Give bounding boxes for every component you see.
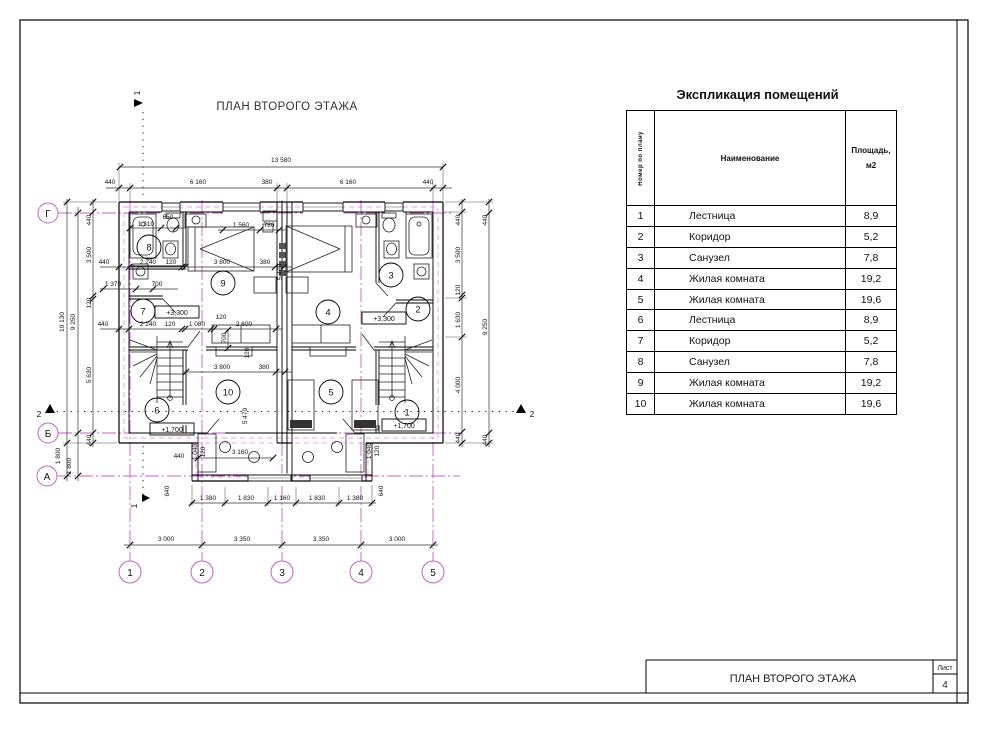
- svg-text:2 240: 2 240: [139, 321, 157, 328]
- svg-text:1: 1: [404, 407, 410, 419]
- section-2-left: 2: [36, 409, 42, 419]
- svg-text:3 800: 3 800: [213, 259, 231, 266]
- svg-text:120: 120: [244, 347, 251, 359]
- header-name: Наименование: [655, 111, 846, 206]
- level-lower-left: +1,700: [161, 427, 183, 434]
- svg-text:1 380: 1 380: [199, 495, 217, 502]
- svg-text:9 250: 9 250: [70, 313, 77, 331]
- svg-text:5: 5: [430, 568, 436, 579]
- svg-text:380: 380: [258, 364, 270, 371]
- header-area-line2: м2: [865, 161, 877, 170]
- svg-text:Б: Б: [44, 429, 52, 440]
- svg-text:1 630: 1 630: [455, 311, 462, 329]
- svg-text:9: 9: [220, 278, 226, 290]
- svg-text:3 350: 3 350: [233, 536, 251, 543]
- table-header-row: [627, 111, 897, 206]
- section-1-top: 1: [132, 90, 142, 96]
- svg-text:780: 780: [263, 222, 275, 229]
- svg-text:120: 120: [455, 284, 462, 296]
- sheet-number: 4: [942, 680, 948, 691]
- svg-text:640: 640: [164, 485, 171, 497]
- svg-text:6: 6: [154, 405, 160, 417]
- svg-text:440: 440: [482, 434, 489, 446]
- svg-text:3: 3: [279, 568, 285, 579]
- svg-text:1 800: 1 800: [66, 457, 73, 475]
- svg-text:440: 440: [98, 259, 110, 266]
- svg-text:2: 2: [415, 304, 421, 316]
- table-row: 3 Санузел 7,8: [627, 247, 897, 268]
- svg-text:1 080: 1 080: [188, 321, 206, 328]
- explication-table: [626, 110, 897, 415]
- svg-text:1 040: 1 040: [192, 443, 199, 461]
- svg-text:5 460: 5 460: [277, 263, 284, 281]
- svg-text:А: А: [43, 472, 51, 483]
- svg-text:120: 120: [215, 314, 227, 321]
- svg-text:120: 120: [86, 297, 93, 309]
- svg-text:2 240: 2 240: [139, 259, 157, 266]
- svg-text:3 350: 3 350: [312, 536, 330, 543]
- svg-text:120: 120: [164, 321, 176, 328]
- table-row: 2 Коридор 5,2: [627, 226, 897, 247]
- svg-text:3 500: 3 500: [455, 246, 462, 264]
- svg-text:6 160: 6 160: [339, 179, 357, 186]
- svg-text:5 470: 5 470: [242, 407, 249, 425]
- svg-text:380: 380: [261, 179, 273, 186]
- svg-text:1 310: 1 310: [137, 221, 155, 228]
- table-row: 7 Коридор 5,2: [627, 331, 897, 352]
- svg-text:120: 120: [200, 446, 207, 458]
- table-row: 5 Жилая комната 19,6: [627, 289, 897, 310]
- svg-text:3 800: 3 800: [213, 364, 231, 371]
- svg-text:440: 440: [173, 453, 185, 460]
- svg-text:8: 8: [146, 242, 152, 254]
- svg-text:3 000: 3 000: [157, 536, 175, 543]
- plan-title: ПЛАН ВТОРОГО ЭТАЖА: [216, 101, 358, 113]
- svg-text:Г: Г: [45, 209, 51, 220]
- svg-text:440: 440: [86, 434, 93, 446]
- header-num: Номер по плану: [637, 130, 644, 186]
- table-row: 8 Санузел 7,8: [627, 352, 897, 373]
- level-lower-right: +1,700: [393, 423, 415, 430]
- section-1-bottom: 1: [129, 503, 139, 509]
- svg-text:9 250: 9 250: [482, 318, 489, 336]
- svg-text:440: 440: [482, 214, 489, 226]
- level-upper-right: +3,300: [373, 316, 395, 323]
- section-2-right: 2: [529, 409, 535, 419]
- svg-text:1 160: 1 160: [273, 495, 291, 502]
- svg-text:640: 640: [378, 485, 385, 497]
- svg-text:5: 5: [328, 387, 334, 399]
- svg-text:10 130: 10 130: [59, 312, 66, 332]
- svg-text:3 000: 3 000: [388, 536, 406, 543]
- svg-text:440: 440: [455, 432, 462, 444]
- table-row: 9 Жилая комната 19,2: [627, 373, 897, 394]
- level-upper-left: +3,300: [166, 310, 188, 317]
- table-row: 6 Лестница 8,9: [627, 310, 897, 331]
- svg-text:440: 440: [422, 179, 434, 186]
- svg-text:1: 1: [127, 568, 133, 579]
- svg-text:650: 650: [162, 214, 174, 221]
- svg-text:700: 700: [151, 281, 163, 288]
- svg-text:3 160: 3 160: [231, 449, 249, 456]
- svg-text:440: 440: [104, 179, 116, 186]
- svg-text:1 380: 1 380: [346, 495, 364, 502]
- svg-text:5 630: 5 630: [86, 366, 93, 384]
- svg-text:1 830: 1 830: [237, 495, 255, 502]
- svg-text:700: 700: [221, 332, 228, 344]
- svg-text:3 500: 3 500: [86, 246, 93, 264]
- svg-text:4: 4: [358, 568, 364, 579]
- svg-text:440: 440: [455, 214, 462, 226]
- table-title: Экспликация помещений: [676, 87, 839, 102]
- svg-text:120: 120: [165, 259, 177, 266]
- svg-text:1 800: 1 800: [55, 447, 62, 465]
- svg-text:120: 120: [374, 445, 381, 457]
- title-block-title: ПЛАН ВТОРОГО ЭТАЖА: [729, 673, 857, 685]
- svg-text:1 830: 1 830: [308, 495, 326, 502]
- table-row: 1 Лестница 8,9: [627, 206, 897, 227]
- svg-text:4 000: 4 000: [455, 376, 462, 394]
- svg-text:13 580: 13 580: [271, 157, 291, 164]
- svg-text:7: 7: [140, 306, 146, 318]
- svg-text:10: 10: [222, 387, 234, 399]
- svg-text:1 379: 1 379: [104, 281, 122, 288]
- table-row: 4 Жилая комната 19,2: [627, 268, 897, 289]
- svg-text:440: 440: [86, 214, 93, 226]
- svg-text:2: 2: [199, 568, 205, 579]
- sheet-label: Лист: [937, 665, 953, 672]
- svg-text:380: 380: [259, 259, 271, 266]
- svg-text:1 560: 1 560: [232, 222, 250, 229]
- svg-text:3: 3: [388, 270, 394, 282]
- svg-text:1 040: 1 040: [366, 442, 373, 460]
- header-area-line1: Площадь,: [851, 145, 891, 155]
- svg-text:6 160: 6 160: [189, 179, 207, 186]
- table-row: 10 Жилая комната 19,6: [627, 394, 897, 415]
- svg-text:4: 4: [325, 307, 331, 319]
- svg-text:2 600: 2 600: [235, 321, 253, 328]
- svg-text:440: 440: [97, 321, 109, 328]
